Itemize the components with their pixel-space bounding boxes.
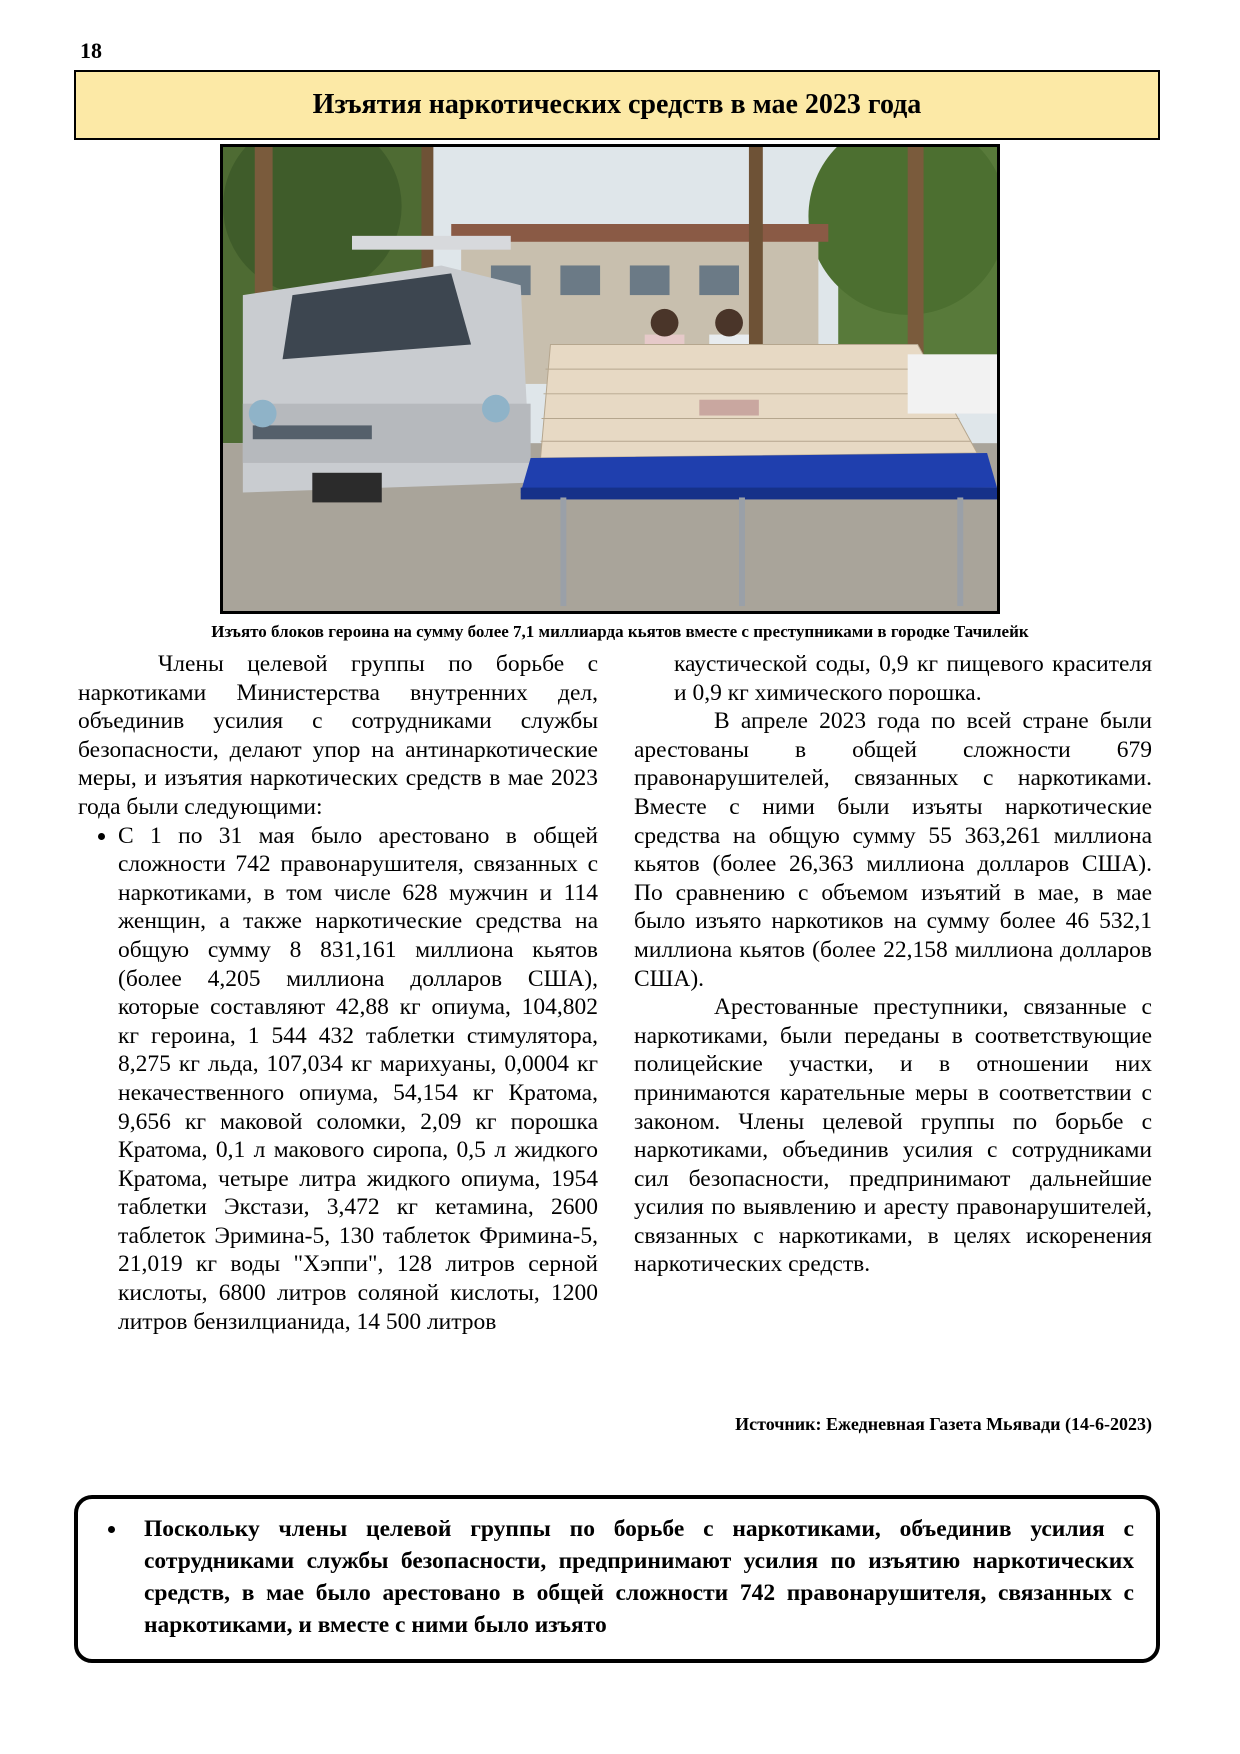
page-title (74, 70, 1160, 140)
page-title-text: Изъятия наркотических средств в мае 2023 года (312, 89, 922, 120)
intro-paragraph: Члены целевой группы по борьбе с наркотиками Министерства внутренних дел, объединив усилия с сотрудниками службы безопасности, делают упор на антинаркотические меры, и изъятия наркотических средств в мае 2023 года были следующими: (78, 651, 598, 820)
source-citation: Источник: Ежедневная Газета Мьявади (14-6-2023) (735, 1414, 1152, 1434)
summary-list-item: • Поскольку члены целевой группы по борьбе с наркотиками, объединив усилия с сотрудниками службы безопасности, предпринимают усилия по изъятию наркотических средств, в мае было арестовано в общей сложности 742 правонарушителя, связанных с наркотиками, и вместе с ними было изъято (128, 1513, 1134, 1641)
left-column (78, 650, 598, 1336)
seized-heroin-photo (220, 144, 1000, 614)
april-paragraph: В апреле 2023 года по всей стране были арестованы в общей сложности 679 правонарушителей, связанных с наркотиками. Вместе с ними были изъяты наркотические средства на общую сумму 55 363,261 миллиона кьятов (более 26,363 миллиона долларов США). По сравнению с объемом изъятий в мае, в мае было изъято наркотиков на сумму более 46 532,1 миллиона кьятов (более 22,158 миллиона долларов США). (634, 708, 1152, 992)
seizure-list (78, 822, 598, 1337)
right-column (634, 650, 1152, 1279)
arrested-paragraph: Арестованные преступники, связанные с наркотиками, были переданы в соответствующие полицейские участки, и в отношении них принимаются карательные меры в соответствии с законом. Члены целевой группы по борьбе с наркотиками, объединив усилия с сотрудниками сил безопасности, предпринимают дальнейшие усилия по выявлению и аресту правонарушителей, связанных с наркотиками, в целях искоренения наркотических средств. (634, 994, 1152, 1278)
summary-box (74, 1495, 1160, 1663)
continuation-paragraph: каустической соды, 0,9 кг пищевого красителя и 0,9 кг химического порошка. (674, 651, 1152, 706)
summary-list (100, 1513, 1134, 1641)
page-number: 18 (80, 38, 102, 63)
photo-caption: Изъято блоков героина на сумму более 7,1 миллиарда кьятов вместе с преступниками в городке Тачилейк (211, 622, 1029, 641)
photo-seized-heroin-icon (223, 147, 997, 611)
seizure-list-item: • С 1 по 31 мая было арестовано в общей сложности 742 правонарушителя, связанных с наркотиками, в том числе 628 мужчин и 114 женщин, а также наркотические средства на общую сумму 8 831,161 миллиона кьятов (более 4,205 миллиона долларов США), которые составляют 42,88 кг опиума, 104,802 кг героина, 1 544 432 таблетки стимулятора, 8,275 кг льда, 107,034 кг марихуаны, 0,0004 кг некачественного опиума, 54,154 кг Кратома, 9,656 кг маковой соломки, 2,09 кг порошка Кратома, 0,1 л макового сиропа, 0,5 л жидкого Кратома, четыре литра жидкого опиума, 1954 таблетки Экстази, 3,472 кг кетамина, 2600 таблеток Эримина-5, 130 таблеток Фримина-5, 21,019 кг воды "Хэппи", 128 литров серной кислоты, 6800 литров соляной кислоты, 1200 литров бензилцианида, 14 500 литров (118, 822, 598, 1337)
